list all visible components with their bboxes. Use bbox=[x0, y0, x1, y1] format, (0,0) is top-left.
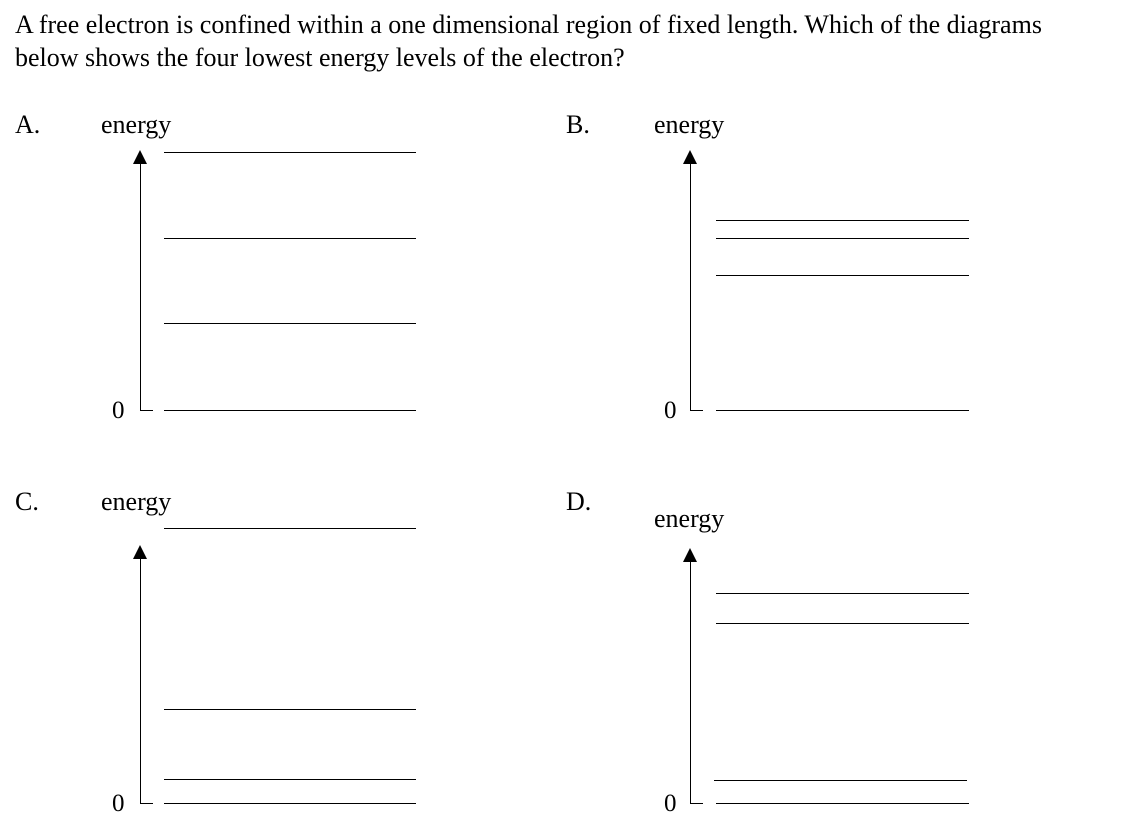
option-c-energy-level bbox=[164, 528, 416, 529]
option-b-energy-level bbox=[716, 275, 969, 276]
option-d-arrow-head-icon bbox=[683, 548, 697, 562]
option-c-arrow-head-icon bbox=[133, 545, 147, 559]
option-a-energy-axis bbox=[140, 163, 142, 411]
option-c-energy-level bbox=[164, 709, 416, 710]
option-b-axis-label: energy bbox=[654, 110, 725, 139]
option-b-energy-level bbox=[716, 220, 969, 221]
option-a-energy-level bbox=[164, 238, 416, 239]
option-a-energy-level bbox=[164, 410, 416, 411]
option-c-zero-tick bbox=[140, 803, 153, 804]
option-b-letter: B. bbox=[566, 110, 590, 139]
option-b-energy-level bbox=[716, 410, 969, 411]
option-d-energy-level bbox=[714, 780, 967, 781]
option-d-energy-level bbox=[716, 623, 969, 624]
question-text bbox=[15, 8, 1135, 74]
option-b-arrow-head-icon bbox=[683, 150, 697, 164]
option-d-letter: D. bbox=[566, 487, 592, 516]
option-a-zero-tick bbox=[140, 410, 153, 411]
option-c-energy-level bbox=[164, 803, 416, 804]
option-a-zero-label: 0 bbox=[112, 397, 125, 424]
option-d-zero-label: 0 bbox=[664, 790, 677, 817]
option-c-axis-label: energy bbox=[101, 487, 172, 516]
option-c-zero-label: 0 bbox=[112, 790, 125, 817]
question-line-2: below shows the four lowest energy levels of the electron? bbox=[15, 43, 625, 72]
option-c-letter: C. bbox=[15, 487, 39, 516]
option-a-letter: A. bbox=[15, 110, 41, 139]
option-d-energy-level bbox=[716, 803, 969, 804]
option-d-energy-axis bbox=[690, 561, 692, 804]
option-b-zero-label: 0 bbox=[664, 397, 677, 424]
option-a-energy-level bbox=[164, 323, 416, 324]
option-c-energy-axis bbox=[140, 558, 142, 804]
question-line-1: A free electron is confined within a one dimensional region of fixed length. Which of the diagrams bbox=[15, 10, 1042, 39]
option-b-energy-axis bbox=[690, 163, 692, 411]
option-b-zero-tick bbox=[690, 410, 703, 411]
option-d-axis-label: energy bbox=[654, 504, 725, 533]
option-d-energy-level bbox=[716, 593, 969, 594]
option-a-energy-level bbox=[164, 152, 416, 153]
option-a-arrow-head-icon bbox=[133, 150, 147, 164]
option-b-energy-level bbox=[716, 238, 969, 239]
option-a-axis-label: energy bbox=[101, 110, 172, 139]
option-d-zero-tick bbox=[690, 803, 703, 804]
option-c-energy-level bbox=[164, 779, 416, 780]
